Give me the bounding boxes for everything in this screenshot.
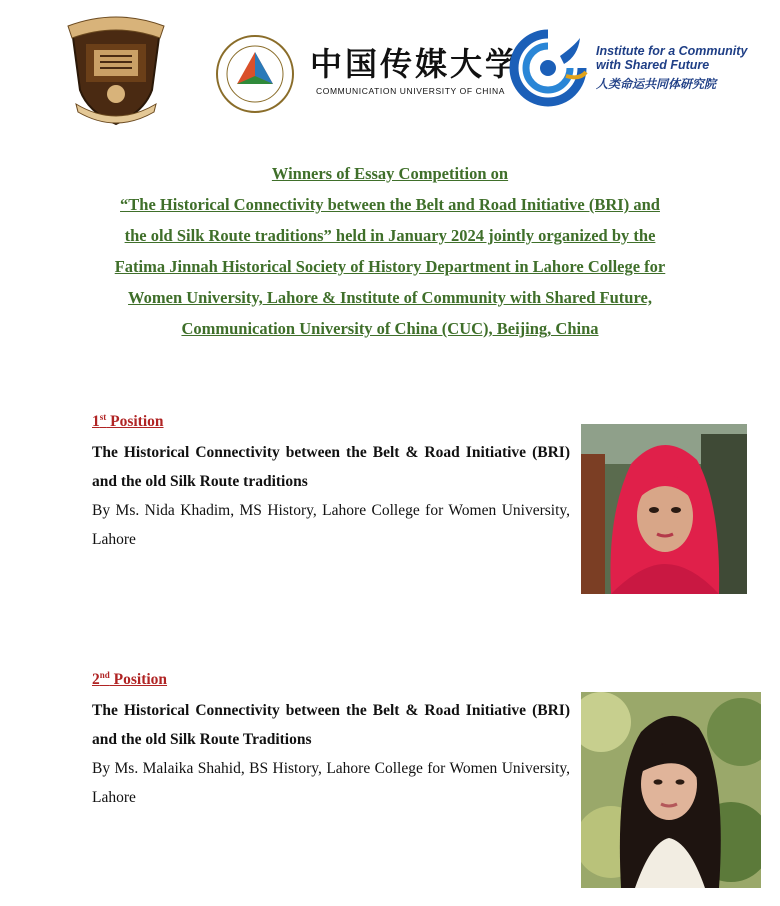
position-rank: 2	[92, 671, 100, 688]
essay-title: The Historical Connectivity between the Belt & Road Initiative (BRI) and the old Silk Route traditions	[92, 444, 570, 490]
announcement-heading	[60, 158, 720, 344]
icsf-name-line2: with Shared Future	[596, 58, 710, 72]
winner-entry-second	[92, 662, 570, 812]
position-word: Position	[109, 671, 168, 688]
cuc-english-name: COMMUNICATION UNIVERSITY OF CHINA	[316, 86, 506, 96]
cuc-chinese-name: 中国传媒大学	[310, 45, 521, 83]
heading-line: Winners of Essay Competition on	[271, 164, 509, 183]
cuc-seal-logo	[215, 34, 295, 114]
portrait-photo-icon	[581, 424, 747, 594]
portrait-photo-icon	[581, 692, 761, 888]
essay-title: The Historical Connectivity between the Belt & Road Initiative (BRI) and the old Silk Route Traditions	[92, 702, 570, 748]
position-rank-suffix: nd	[99, 670, 110, 680]
icsf-chinese-name: 人类命运共同体研究院	[596, 77, 717, 91]
logo-strip	[0, 0, 780, 140]
heading-line: the old Silk Route traditions” held in January 2024 jointly organized by the	[124, 226, 656, 245]
position-rank: 1	[92, 413, 100, 430]
icsf-name-line1: Institute for a Community	[596, 44, 748, 58]
lcwu-crest-icon	[64, 12, 168, 128]
cuc-wordmark-logo	[310, 44, 521, 108]
icsf-swirl-icon	[508, 28, 590, 108]
heading-line: Communication University of China (CUC), Beijing, China	[181, 319, 599, 338]
icsf-logo	[508, 28, 768, 108]
heading-line: “The Historical Connectivity between the Belt and Road Initiative (BRI) and	[120, 195, 660, 214]
position-label	[92, 404, 164, 435]
essay-author: By Ms. Nida Khadim, MS History, Lahore College for Women University, Lahore	[92, 502, 570, 548]
winner-photo-first	[581, 424, 747, 594]
heading-line: Women University, Lahore & Institute of Community with Shared Future,	[128, 288, 652, 307]
position-label	[92, 662, 167, 693]
winner-entry-first	[92, 404, 570, 554]
essay-author: By Ms. Malaika Shahid, BS History, Lahore College for Women University, Lahore	[92, 760, 570, 806]
lcwu-crest-logo	[64, 12, 168, 128]
cuc-seal-icon	[215, 34, 295, 114]
winner-photo-second	[581, 692, 761, 888]
heading-line: Fatima Jinnah Historical Society of History Department in Lahore College for	[114, 257, 666, 276]
position-rank-suffix: st	[99, 412, 107, 422]
position-word: Position	[106, 413, 164, 430]
